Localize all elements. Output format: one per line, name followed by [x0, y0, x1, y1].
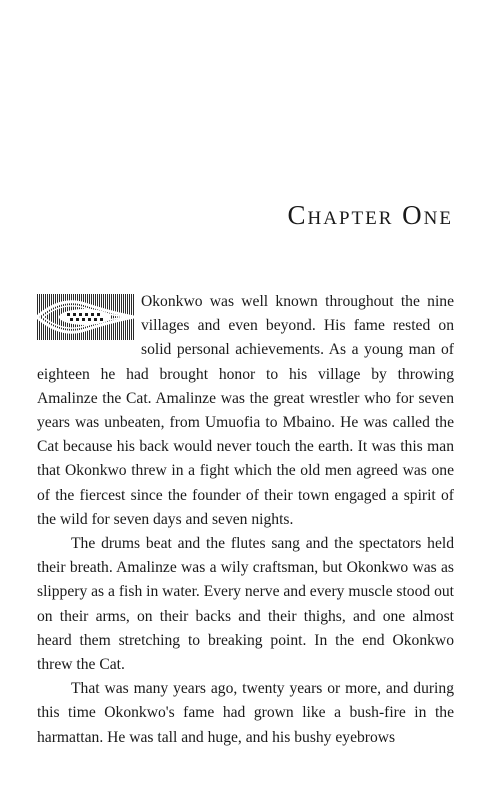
paragraph-3: That was many years ago, twenty years or more, and during this time Okonkwo's fame had grown like a bush-fire in the harmattan. He was tall and huge, and his bushy eyebrows: [37, 680, 454, 746]
decorative-pattern-icon: [37, 294, 134, 340]
paragraph-1: [37, 290, 454, 532]
chapter-body: [37, 290, 454, 750]
chapter-title: Chapter One: [287, 200, 453, 230]
paragraph-2: The drums beat and the flutes sang and the spectators held their breath. Amalinze was a wily craftsman, but Okonkwo was as slippery as a fish in water. Every nerve and every muscle stood out on their arms, on their backs and their thighs, and one almost heard them stretching to breaking point. In the end Okonkwo threw the Cat.: [37, 535, 455, 674]
paragraph-text: Okonkwo was well known throughout the nine villages and even beyond. His fame rested on solid personal achievements. As a young man of eighteen he had brought honor to his village by throwing Amalinze the Cat. Amalinze was the great wrestler who for seven years was unbeaten, from Umuofia to Mbaino. He was called the Cat because his back would never touch the earth. It was this man that Okonkwo threw in a fight which the old men agreed was one of the fiercest since the founder of their town engaged a spirit of the wild for seven days and seven nights.: [37, 293, 454, 528]
